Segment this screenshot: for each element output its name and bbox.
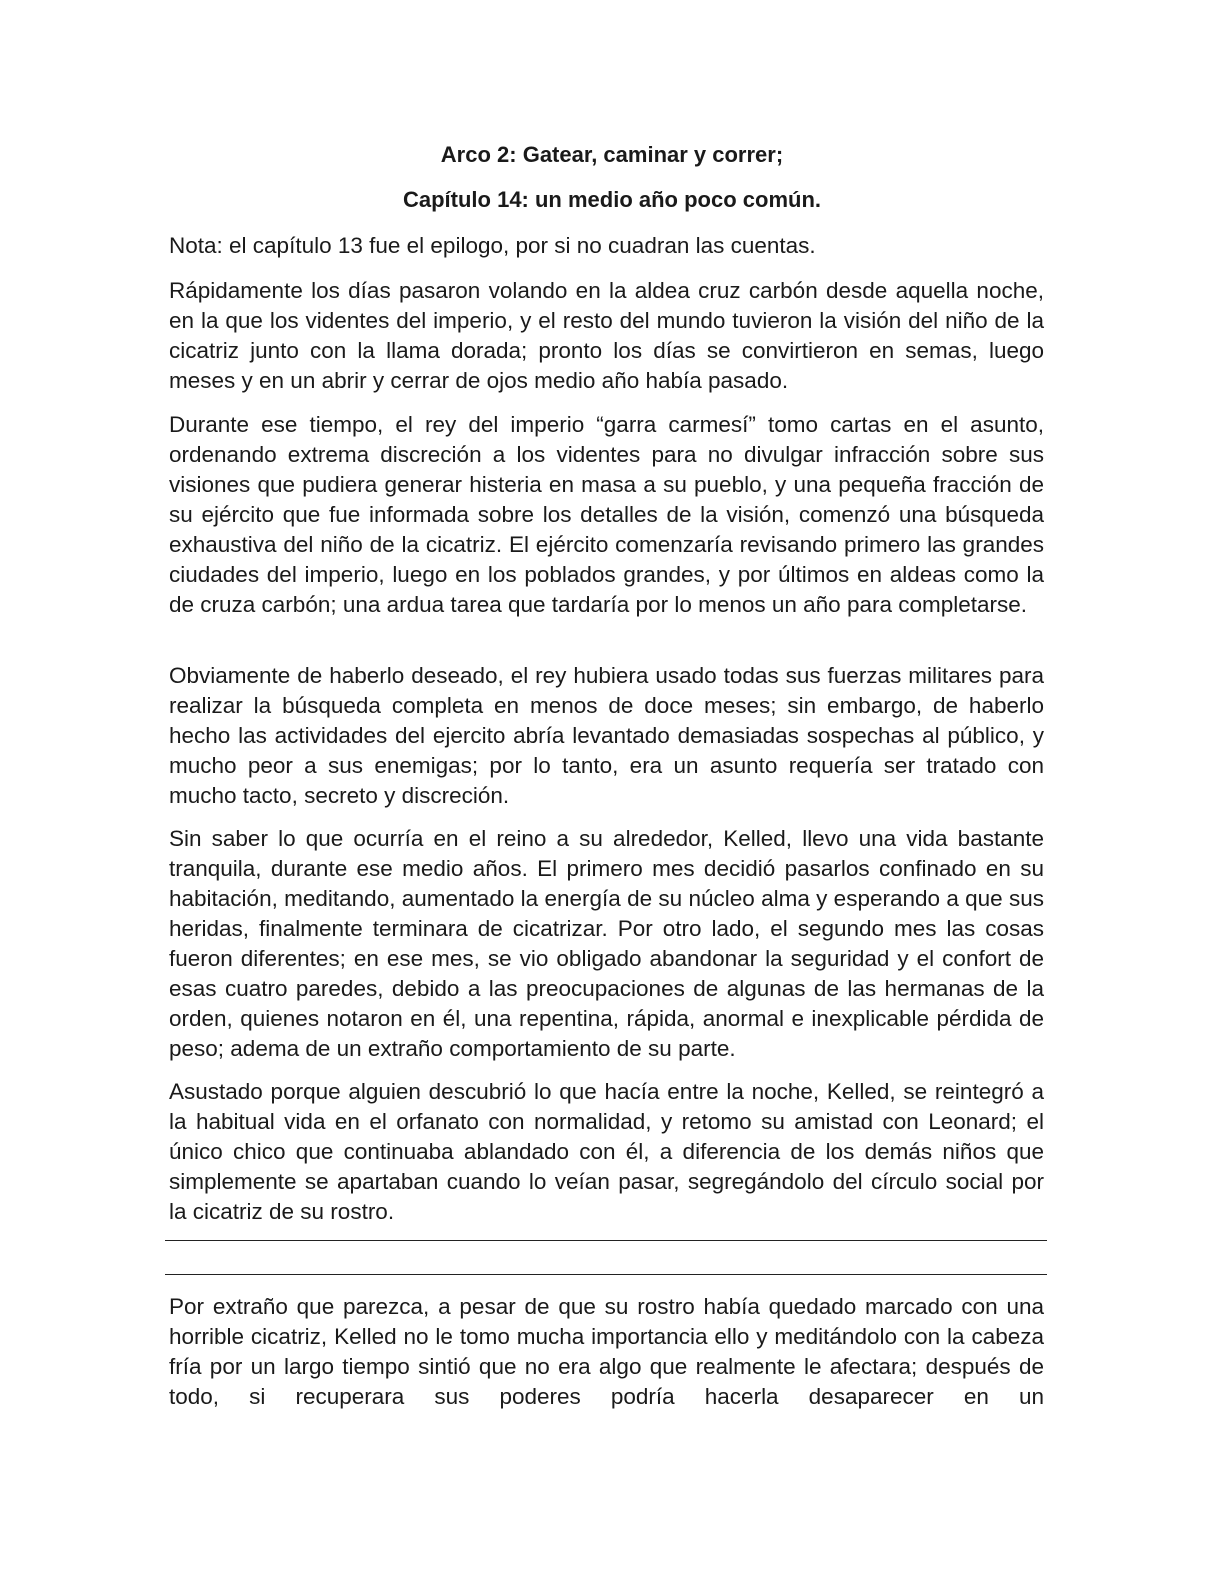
page-break-rule-bottom bbox=[165, 1274, 1047, 1275]
paragraph-5: Asustado porque alguien descubrió lo que hacía entre la noche, Kelled, se reintegró a la habitual vida en el orfanato con normalidad, y retomo su amistad con Leonard; el único chico que continuaba ablandado con él, a diferencia de los demás niños que simplemente se apartaban cuando lo veían pasar, segregándolo del círculo social por la cicatriz de su rostro. bbox=[169, 1079, 1044, 1224]
paragraph-3: Obviamente de haberlo deseado, el rey hubiera usado todas sus fuerzas militares para realizar la búsqueda completa en menos de doce meses; sin embargo, de haberlo hecho las actividades del ejercito abría levantado demasiadas sospechas al público, y mucho peor a sus enemigas; por lo tanto, era un asunto requería ser tratado con mucho tacto, secreto y discreción. bbox=[169, 663, 1044, 808]
page-break-rule-top bbox=[165, 1240, 1047, 1241]
paragraph-2: Durante ese tiempo, el rey del imperio “garra carmesí” tomo cartas en el asunto, ordenando extrema discreción a los videntes para no divulgar infracción sobre sus visiones que pudiera generar histeria en masa a su pueblo, y una pequeña fracción de su ejército que fue informada sobre los detalles de la visión, comenzó una búsqueda exhaustiva del niño de la cicatriz. El ejército comenzaría revisando primero las grandes ciudades del imperio, luego en los poblados grandes, y por últimos en aldeas como la de cruza carbón; una ardua tarea que tardaría por lo menos un año para completarse. bbox=[169, 412, 1044, 617]
paragraph-6: Por extraño que parezca, a pesar de que su rostro había quedado marcado con una horrible cicatriz, Kelled no le tomo mucha importancia ello y meditándolo con la cabeza fría por un largo tiempo sintió que no era algo que realmente le afectara; después de todo, si recuperara sus poderes podría hacerla desaparecer en un bbox=[169, 1294, 1044, 1409]
chapter-title: Capítulo 14: un medio año poco común. bbox=[402, 187, 821, 212]
arc-title: Arco 2: Gatear, caminar y correr; bbox=[440, 142, 784, 167]
author-note: Nota: el capítulo 13 fue el epilogo, por si no cuadran las cuentas. bbox=[169, 233, 816, 258]
paragraph-4: Sin saber lo que ocurría en el reino a su alrededor, Kelled, llevo una vida bastante tranquila, durante ese medio años. El primero mes decidió pasarlos confinado en su habitación, meditando, aumentado la energía de su núcleo alma y esperando a que sus heridas, finalmente terminara de cicatrizar. Por otro lado, el segundo mes las cosas fueron diferentes; en ese mes, se vio obligado abandonar la seguridad y el confort de esas cuatro paredes, debido a las preocupaciones de algunas de las hermanas de la orden, quienes notaron en él, una repentina, rápida, anormal e inexplicable pérdida de peso; adema de un extraño comportamiento de su parte. bbox=[169, 826, 1044, 1061]
paragraph-1: Rápidamente los días pasaron volando en la aldea cruz carbón desde aquella noche, en la que los videntes del imperio, y el resto del mundo tuvieron la visión del niño de la cicatriz junto con la llama dorada; pronto los días se convirtieron en semas, luego meses y en un abrir y cerrar de ojos medio año había pasado. bbox=[169, 278, 1044, 393]
